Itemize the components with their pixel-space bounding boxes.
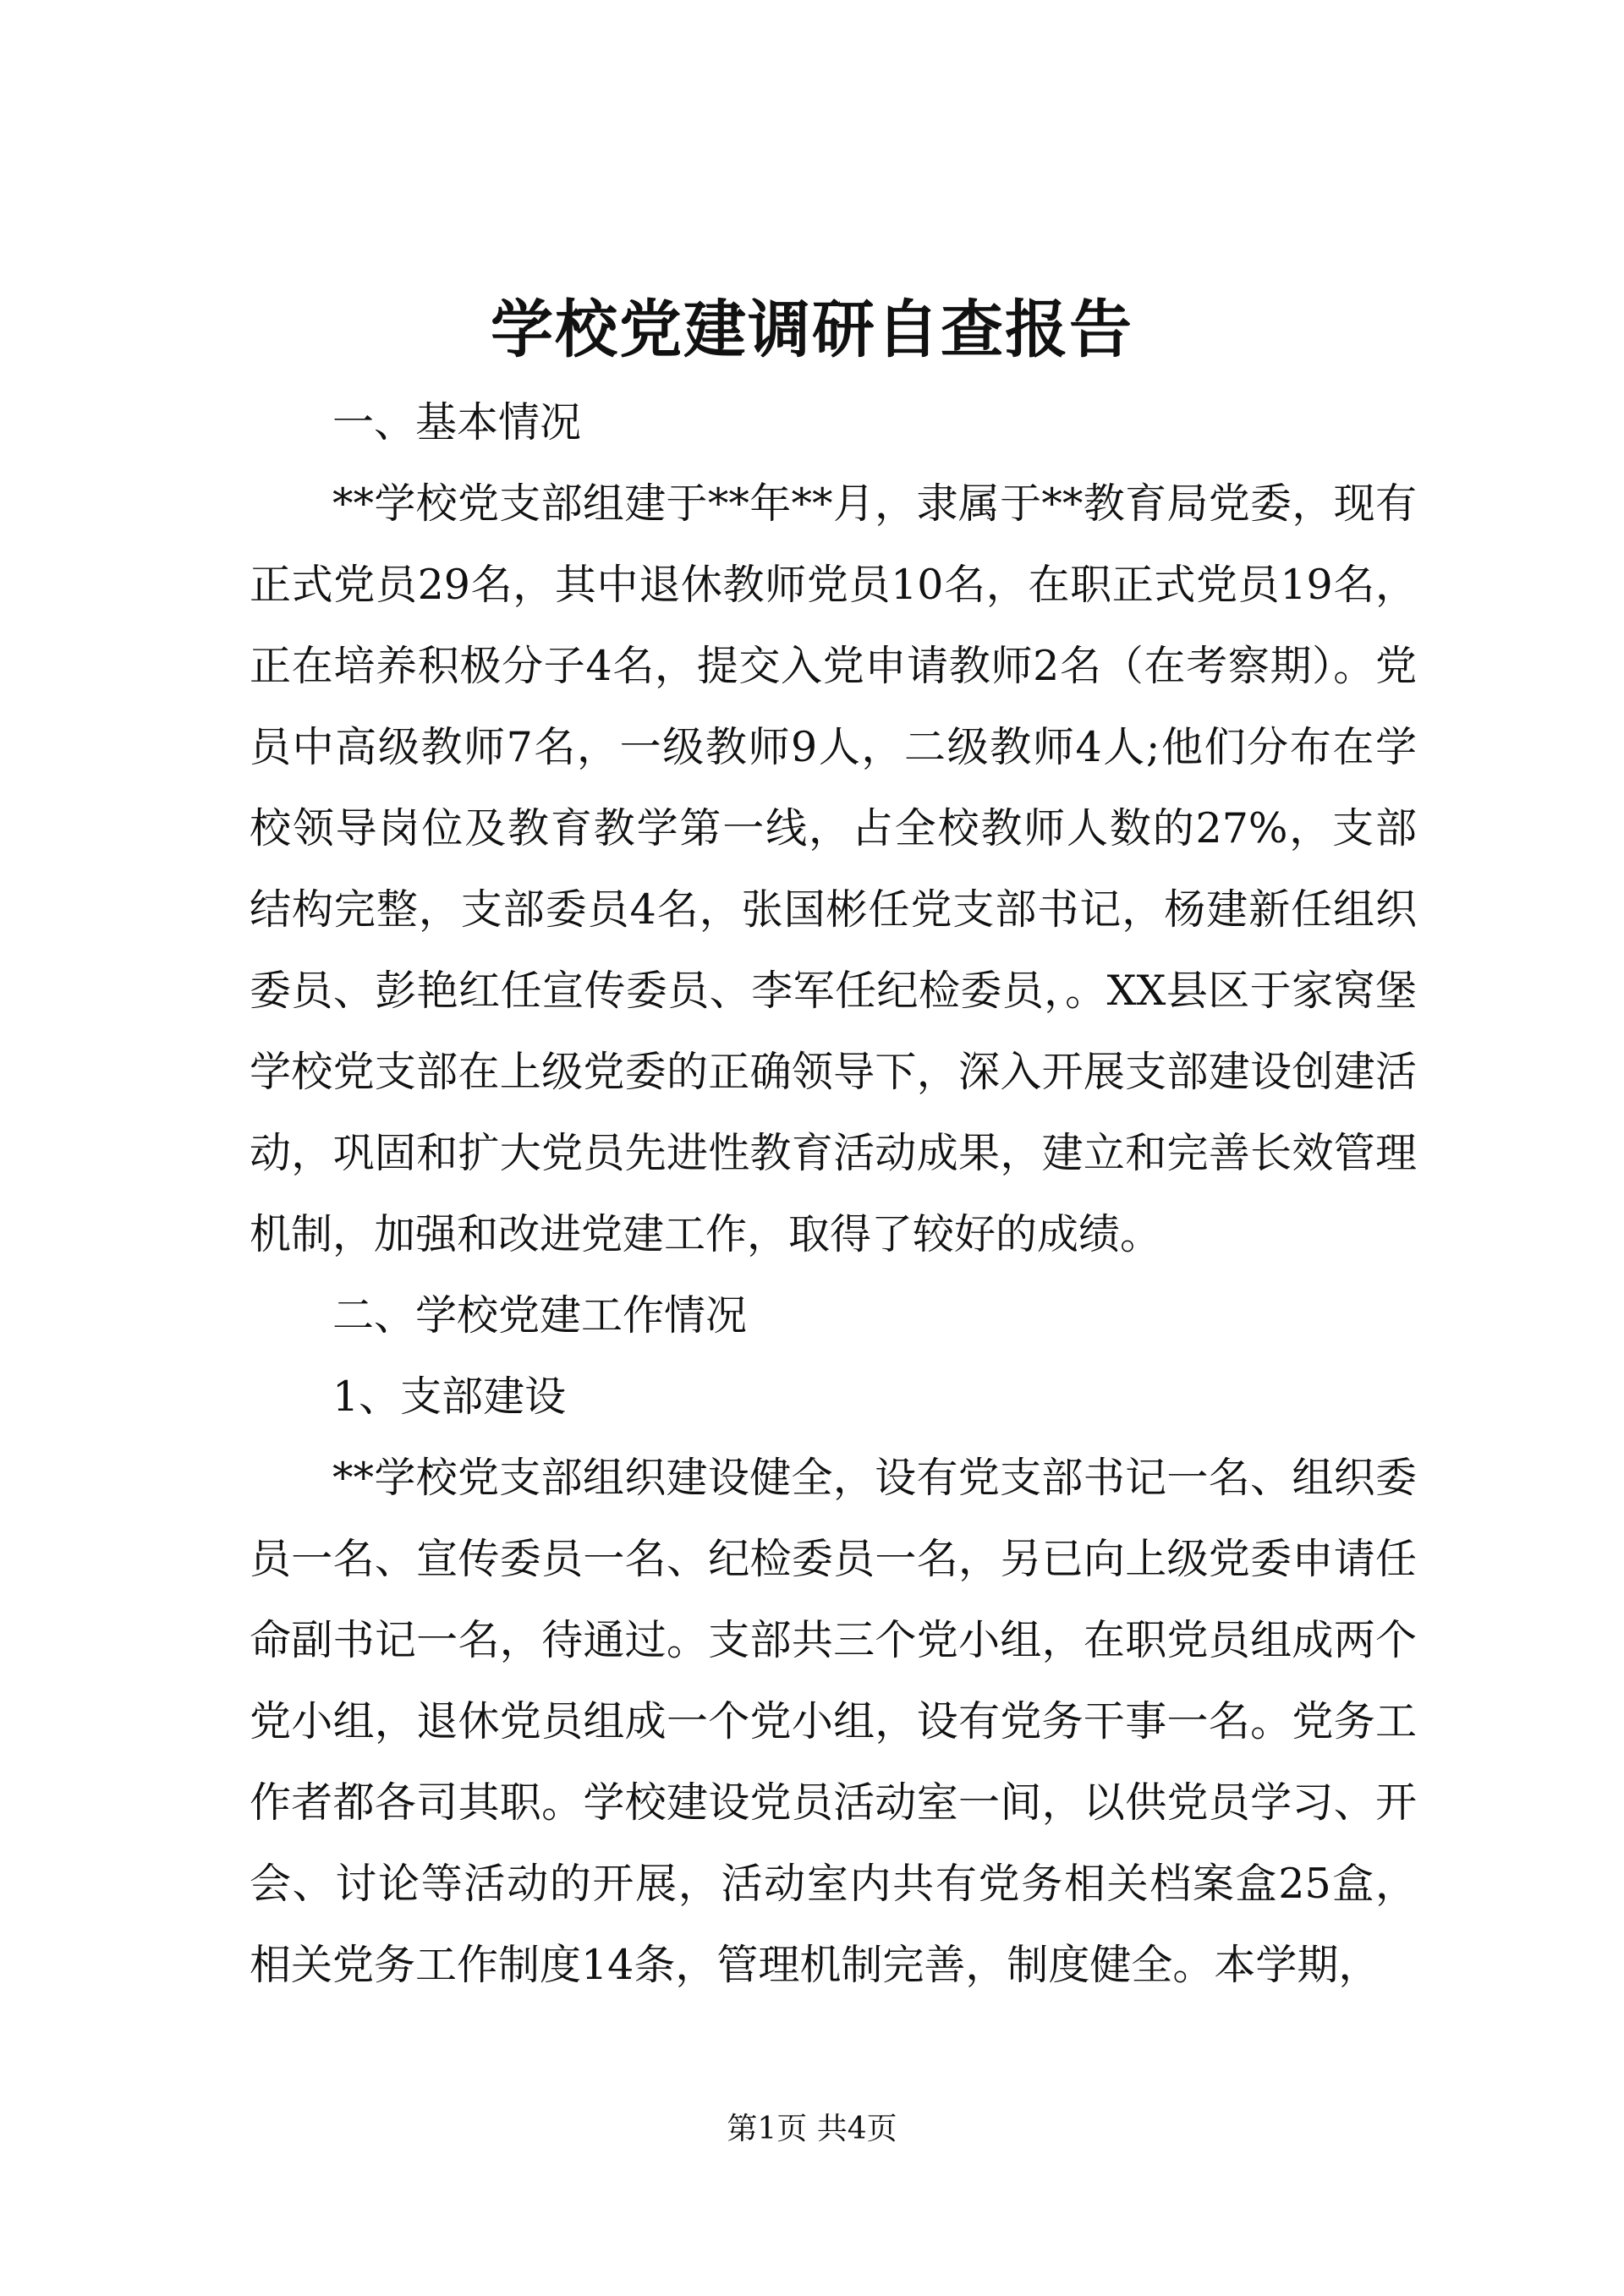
section-heading-party-work: 二、学校党建工作情况 [332, 1291, 748, 1340]
paragraph-basic-info: **学校党支部组建于**年**月，隶属于**教育局党委，现有正式党员29名，其中退休教师党员10名，在职正式党员19名，正在培养积极分子4名，提交入党申请教师2名（在考察期）。党员中高级教师7名，一级教师9人，二级教师4人;他们分布在学校领导岗位及教育教学第一线，占全校教师人数的27%，支部结构完整，支部委员4名，张国彬任党支部书记，杨建新任组织委员、彭艳红任宣传委员、李军任纪检委员，。XX县区于家窝堡学校党支部在上级党委的正确领导下，深入开展支部建设创建活动，巩固和扩大党员先进性教育活动成果，建立和完善长效管理机制，加强和改进党建工作，取得了较好的成绩。 [250, 479, 1417, 1258]
document-body [250, 382, 1417, 2006]
subsection-heading-branch-building: 1、支部建设 [332, 1373, 567, 1421]
paragraph-branch-building: **学校党支部组织建设健全，设有党支部书记一名、组织委员一名、宣传委员一名、纪检委员一名，另已向上级党委申请任命副书记一名，待通过。支部共三个党小组，在职党员组成两个党小组，退休党员组成一个党小组，设有党务干事一名。党务工作者都各司其职。学校建设党员活动室一间，以供党员学习、开会、讨论等活动的开展，活动室内共有党务相关档案盒25盒，相关党务工作制度14条，管理机制完善，制度健全。本学期， [250, 1454, 1417, 1989]
page-footer: 第1页 共4页 [727, 2112, 897, 2146]
section-heading-basic-info: 一、基本情况 [332, 398, 582, 447]
page-title: 学校党建调研自查报告 [491, 293, 1133, 366]
